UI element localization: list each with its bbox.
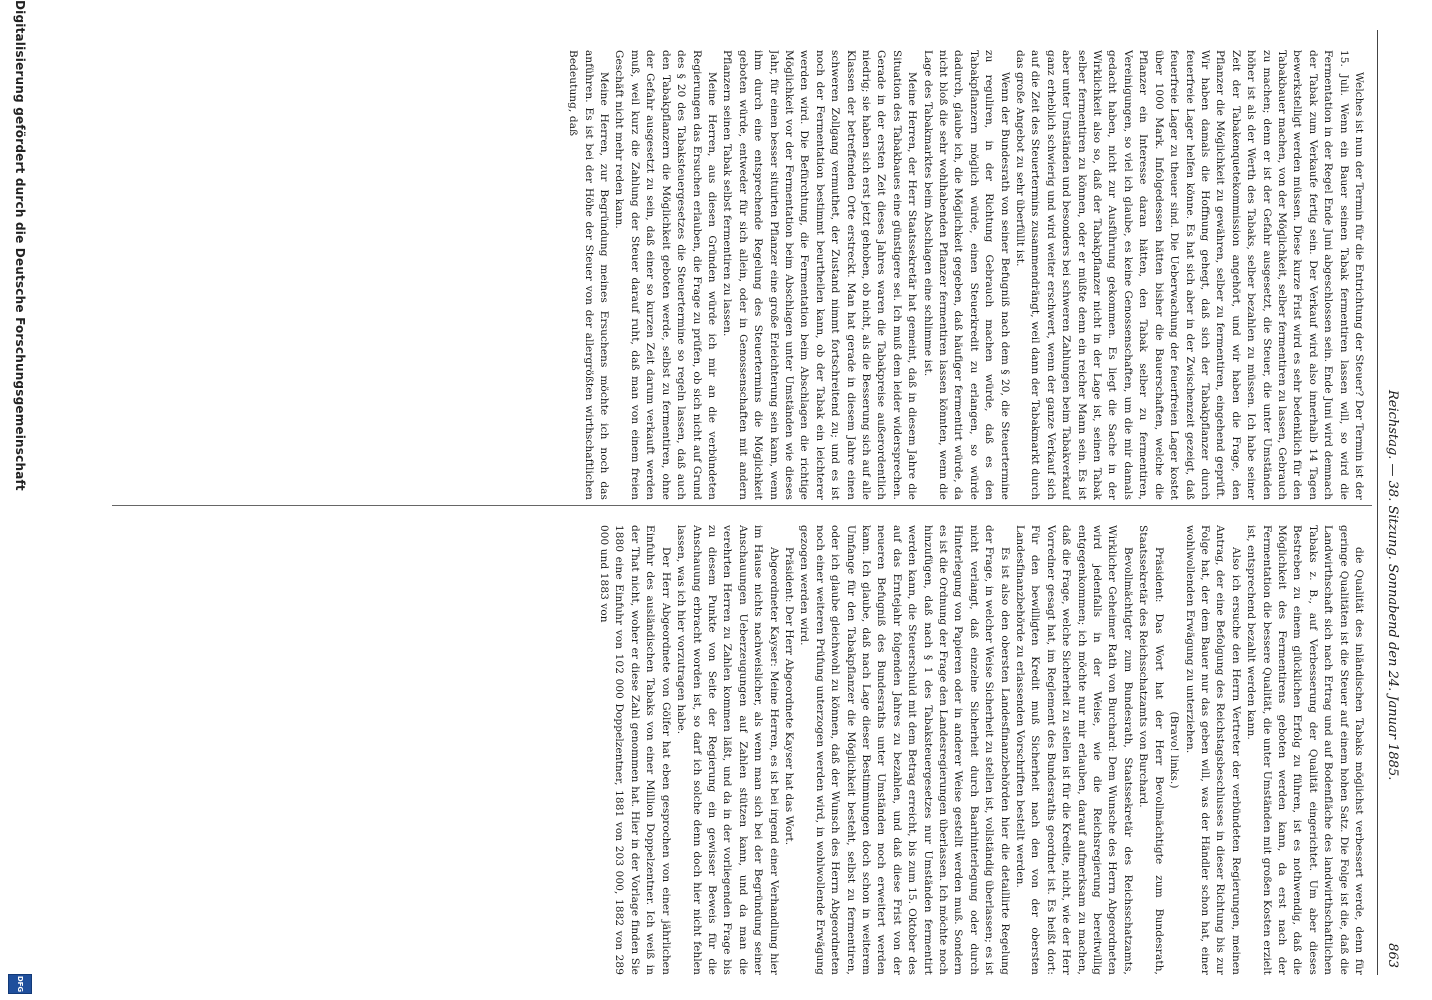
left-text-column [116,50,1366,500]
right-text-column [116,525,1366,975]
paragraph: Es ist also den obersten Landesfinanzbehörden hier die detaillirte Regelung der Frage, in welcher Weise Sicherheit zu stellen ist, vollständig überlassen; es ist nicht verlangt, daß einzelne Sicherheit durch Baarhinterlegung oder durch Hinterlegung von Papieren oder in anderer Weise gestellt werden muß. Sondern es ist die Ordnung der Frage den Landesregierungen überlassen. Ich möchte noch hinzufügen, daß nach § 1 des Tabaksteuergesetzes nur Umständen fermentirt werden kann, die Steuerschuld mit dem Betrag erreicht, bis zum 15. Oktober des auf das Erntejahr folgenden Jahres zu bezahlen, und daß diese Frist von der neueren Befugniß des Bundesraths unter Umständen noch erweitert werden kann. Ich glaube, daß nach Lage dieser Bestimmungen doch schon in weiterem Umfange für den Tabakpflanzer die Möglichkeit besteht, selbst zu fermentiren, oder ich glaube gleichwohl zu können, daß der Wunsch des Herrn Abgeordneten noch einer weiteren Prüfung unterzogen werden wird, in wohlwollende Erwägung gezogen werden wird. [798,525,1011,975]
paragraph: Also ich ersuche den Herrn Vertreter der verbündeten Regierungen, meinen Antrag, der eine Befolgung des Reichstagsbeschlusses in dieser Richtung bis zur Folge hat, der dem Bauer nur das geben will, was der Händler schon hat, einer wohlwollenden Erwägung zu unterziehen. [1183,525,1242,975]
page-header [1382,30,1402,980]
paragraph: Wenn der Bundesrath von seiner Befugniß nach dem § 20, die Steuertermine zu reguliren, in der Richtung Gebrauch machen würde, daß es den Tabakpflanzern möglich würde, einen Steuerkredit zu erlangen, so würde dadurch, glaube ich, die Möglichkeit gegeben, daß häufiger fermentirt würde, da nicht bloß die sehr wohlhabenden Pflanzer fermentiren lassen könnten, wenn die Lage des Tabakmarktes beim Abschlagen eine schlimme ist. [921,50,1011,500]
paragraph: die Qualität des inländischen Tabaks möglichst verbessert werde, denn für geringe Qualitäten ist die Steuer auf einem hohen Satz. Die Folge ist die, daß die Landwirthschaft sich nach Ertrag und auf Bodenfläche des landwirthschaftlichen Tabaks z. B., auf Verbesserung der Qualität eingerichtet. Um aber dieses Bestreben zu einem glücklichen Erfolg zu führen, ist es nothwendig, daß die Möglichkeit des Fermentirens geboten werden kann, da erst nach der Fermentation die bessere Qualität, die unter Umständen mit großen Kosten erzielt ist, entsprechend bezahlt werden kann. [1245,525,1365,975]
paragraph: Meine Herren, zur Begründung meines Ersuchens möchte ich noch das anführen. Es ist bei der Höhe der Steuer von der allergrößten wirthschaftlichen Bedeutung, daß [567,50,611,500]
paragraph: Präsident: Das Wort hat der Herr Bevollmächtigte zum Bundesrath, Staatssekretär des Reichsschatzamts von Burchard. [1137,525,1165,975]
paragraph: Der Herr Abgeordnete von Gölfer hat eben gesprochen von einer jährlichen Einfuhr des ausländischen Tabaks von einer Million Doppelzentner. Ich weiß in der That nicht, woher er diese Zahl genommen hat. Hier in der Vorlage finden Sie 1880 eine Einfuhr von 102 000 Doppelzentner, 1881 von 203 000, 1882 von 289 000 und 1883 von [598,525,672,975]
page-header-title: Reichstag. — 38. Sitzung. Sonnabend den 24. Januar 1885. [1385,390,1400,781]
column-divider [112,505,1372,506]
paragraph: Präsident: Der Herr Abgeordnete Kayser hat das Wort. [782,547,795,846]
applause-note: (Bravo! links.) [1168,711,1181,789]
paragraph: Welches ist nun der Termin für die Entrichtung der Steuer? Der Termin ist der 15. Juli. Wenn ein Bauer seinen Tabak fermentiren lassen will, so wird die Fermentation in der Regel Ende Juni abgeschlossen sein. Ende Juni wird demnach der Tabak zum Verkaufe fertig sein. Der Verkauf wird also innerhalb 14 Tagen bewerkstelligt werden müssen. Diese kurze Frist wird es sehr bedenklich für den Tabakbauer machen, von der Möglichkeit, selber fermentiren zu lassen, Gebrauch zu machen; denn er ist der Gefahr ausgesetzt, die Steuer, die unter Umständen höher ist als der Werth des Tabaks, selber bezahlen zu müssen. Ich habe seiner Zeit der Tabakenquetekommission angehört, und wir haben die Frage, den Pflanzer die Möglichkeit zu gewähren, selber zu fermentiren, eingehend geprüft. Wir haben damals die Hoffnung gehegt, daß sich der Tabakpflanzer durch feuerfreie Lager helfen könne. Es hat sich aber in der Zwischenzeit gezeigt, daß feuerfreie Lager zu theuer sind. Die Ueberwachung der feuerfreien Lager kostet über 1000 Mark. Infolgedessen hätten bisher die Bauerschaften, welche die Pflanzer ein Interesse daran hätten, den Tabak selber zu fermentiren, Vereinigungen, so viel ich glaube, es keine Genossenschaften, um die mir damals gedacht haben, nicht zur Ausführung gekommen. Es liegt die Sache in der Wirklichkeit also so, daß der Tabakpflanzer nicht in der Lage ist, seinen Tabak selber fermentiren zu können, oder er müßte denn ein reicher Mann sein. Es ist aber unter Umständen und besonders bei schweren Zahlungen beim Tabakverkauf ganz erheblich schwierig und wird weiter erschwert, wenn der ganze Verkauf sich auf die Zeit des Steuertermins zusammendrängt, weil dann der Tabakmarkt durch das große Angebot zu sehr überfüllt ist. [1014,50,1365,500]
header-rule [1377,30,1378,975]
paragraph: Meine Herren, der Herr Staatssekretär hat gemeint, daß in diesem Jahre die Situation des Tabakbaues eine günstigere sei. Ich muß dem leider widersprechen. Gerade in der ersten Zeit dieses Jahres waren die Tabakpreise außerordentlich niedrig; sie haben sich erst jetzt gehoben, ob nicht, als die Besserung sich auf alle Klassen der betreffenden Orte erstreckt. Man hat gerade in diesem Jahre einen schweren Zollgang vermuthet, der Zustand nimmt fortschreitend zu; und es ist noch der Fermentation bestimmt beurtheilen kann, ob der Tabak ein leichterer werden wird. Die Befürchtung, die Fermentation beim Abschlagen die richtige Möglichkeit vor der Fermentation beim Abschlagen unter Umständen wie dieses Jahr, für einen besser situirten Pflanzer eine große Erleichterung sein kann, wenn ihm durch eine entsprechende Regelung des Steuertermins die Möglichkeit geboten würde, entweder für sich allein, oder in Genossenschaften mit andern Pflanzern seinen Tabak selbst fermentiren zu lassen. [721,50,919,500]
page-number: 863 [1385,943,1400,968]
paragraph: Abgeordneter Kayser: Meine Herren, es ist bei irgend einer Verhandlung hier im Hause nichts nachweislicher, als wenn man sich bei der Begründung seiner Anschauungen Ueberzeugungen auf Zahlen stützen kann, und da man die verehrten Herren zu Zahlen kommen läßt, und da in der vorliegenden Frage bis zu diesem Punkte von Seite der Regierung ein gewisser Beweis für die Anschauung erbracht worden ist, so darf ich solche denn doch hier nicht fehlen lassen, was ich hier vorzutragen habe. [675,525,780,975]
digitization-footer [4,0,34,1000]
footer-credit: Digitalisierung gefördert durch die Deutsche Forschungsgemeinschaft [13,0,27,491]
paragraph: Meine Herren, aus diesen Gründen würde ich mir an die verbündeten Regierungen das Ersuchen erlauben, die Frage zu prüfen, ob sich nicht auf Grund des § 20 des Tabaksteuergesetzes die Steuertermine so regeln lassen, daß auch den Tabakpflanzern die Möglichkeit geboten werde, selbst zu fermentiren, ohne der Gefahr ausgesetzt zu sein, daß einer so kurzen Zeit darum verkauft werden muß, weil kurz die Zahlung der Steuer darauf ruht, daß man von einem freien Geschäft nicht mehr reden kann. [613,50,718,500]
dfg-logo-icon: DFG [8,974,32,994]
paragraph: Bevollmächtigter zum Bundesrath, Staatssekretär des Reichsschatzamts, Wirklicher Geheimer Rath von Burchard: Dem Wunsche des Herrn Abgeordneten wird jedenfalls in der Weise, wie die Reichsregierung bereitwillig entgegenkommen; ich möchte nur mir erlauben, darauf aufmerksam zu machen, daß die Frage, welche Sicherheit zu stellen ist für die Kredite, nicht, wie der Herr Vorredner gesagt hat, im Reglement des Bundesraths geordnet ist. Es heißt dort: Für den bewilligten Kredit muß Sicherheit nach den von der obersten Landesfinanzbehörde zu erlassenden Vorschriften bestellt werden. [1014,525,1134,975]
